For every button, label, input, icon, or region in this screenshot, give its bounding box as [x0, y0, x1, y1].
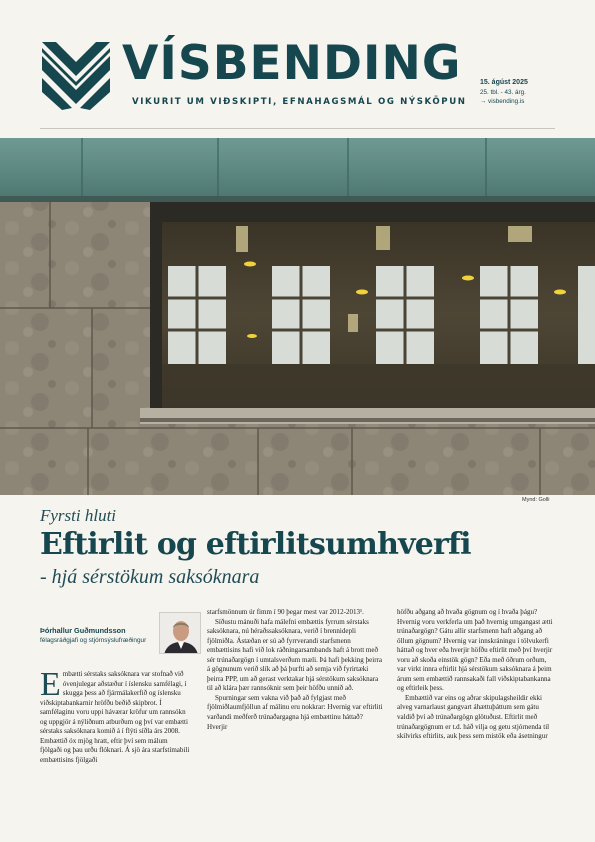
- issue-date: 15. ágúst 2025: [480, 79, 528, 86]
- paragraph: Spurningar sem vakna við það að fylgjast með fjölmiðlaumfjöllun af málinu eru nokkrar: Hvernig var eftirliti varðandi meðferð trúnaðargagna hjá embættinu háttað? Hverjir: [207, 693, 383, 731]
- paragraph-text: mbætti sérstaks saksóknara var stofnað við óvenjulegar aðstæður í íslensku samfélagi, í skugga þess að fjármálakerfið og íslensku viðskiptabankarnir hröfðu beðið skipbrot. Í samfélaginu voru uppi háværar kröfur um rannsókn og uppgjör á nýliðnum atburðum og því var embætti sérstaks saksóknara komið á í flýti síðla árs 2008. Embættið óx mjög hratt, eftir því sem málum fjölgaði og þau urðu flóknari. Á sjö ára starfstímabili embættisins fjölgaði: [40, 670, 190, 764]
- website-link[interactable]: → visbending.is: [480, 98, 525, 106]
- author-photo: [159, 612, 201, 654]
- issue-number: 25. tbl. - 43. árg.: [480, 89, 526, 97]
- paragraph: starfsmönnum úr fimm í 90 þegar mest var 2012-2013¹.: [207, 608, 364, 616]
- masthead: [0, 0, 595, 128]
- article-column-2: [207, 608, 383, 732]
- building-window-image: [0, 138, 595, 495]
- drop-cap: E: [40, 666, 61, 703]
- cover-photo: [0, 138, 595, 495]
- paragraph: Síðustu mánuði hafa málefni embættis fyrrum sérstaks saksóknara, nú héraðssaksóknara, verið í brennidepli fjölmiðla. Ástæðan er sú að fyrrverandi starfsmenn embættisins hafi við lok ráðningarsambands haft á brott með sér trúnaðargögn í umtalsverðum mæli. Þá hafi þekking þeirra á gögnunum verið slík að þá þurfti að semja við fyrirtæki þeirra PPP, um að gerast verktakar hjá sérstökum saksóknara til að klára þær rannsóknir sem þeir höfðu unnið að.: [207, 617, 383, 693]
- article-headline: Eftirlit og eftirlitsumhverfi: [40, 527, 471, 562]
- brand-name: VÍSBENDING: [122, 36, 462, 91]
- visbending-logo-icon: [42, 42, 110, 110]
- paragraph: höfðu aðgang að hvaða gögnum og í hvaða þágu? Hvernig voru verkferla um það hvernig umgangast ætti trúnaðargögn? Gátu allir starfsmenn haft aðgang að öllum gögnum? Hvernig var innskráningu í tölvukerfi háttað og hver eða hverjir höfðu eftirlit með því hverjir voru að skoða einstök gögn? Eða með öðrum orðum, var virkt innra eftirlit hjá sérstökum saksóknara á þeim árum sem embættið rannsakaði fall viðskiptabankanna og eftirleik þess.: [397, 608, 553, 693]
- issue-meta: [480, 78, 528, 106]
- photo-credit: Mynd: Golli: [522, 497, 550, 503]
- author-name: Þórhallur Guðmundsson: [40, 626, 126, 635]
- article-kicker: Fyrsti hluti: [40, 506, 117, 525]
- tagline: VIKURIT UM VIÐSKIPTI, EFNAHAGSMÁL OG NÝSKÖPUN: [132, 97, 467, 107]
- author-role: félagsráðgjafi og stjórnsýslufræðingur: [40, 637, 147, 644]
- article-subhead: - hjá sérstökum saksóknara: [40, 566, 260, 588]
- article-column-1: [40, 666, 190, 765]
- masthead-divider: [40, 128, 555, 129]
- paragraph: [40, 666, 190, 765]
- article-column-3: [397, 608, 555, 742]
- author-portrait-icon: [160, 613, 201, 654]
- paragraph: Embættið var eins og aðrar skipulagsheildir ekki alveg varnarlaust gangvart áhættuþáttum sem gátu valdið því að trúnaðargögn glötuðust. Eftirlit með trúnaðargögnum er t.d. háð vilja og getu stjórnenda til skilvirks eftirlits, auk þess sem mistök eða ásetningur: [397, 693, 550, 741]
